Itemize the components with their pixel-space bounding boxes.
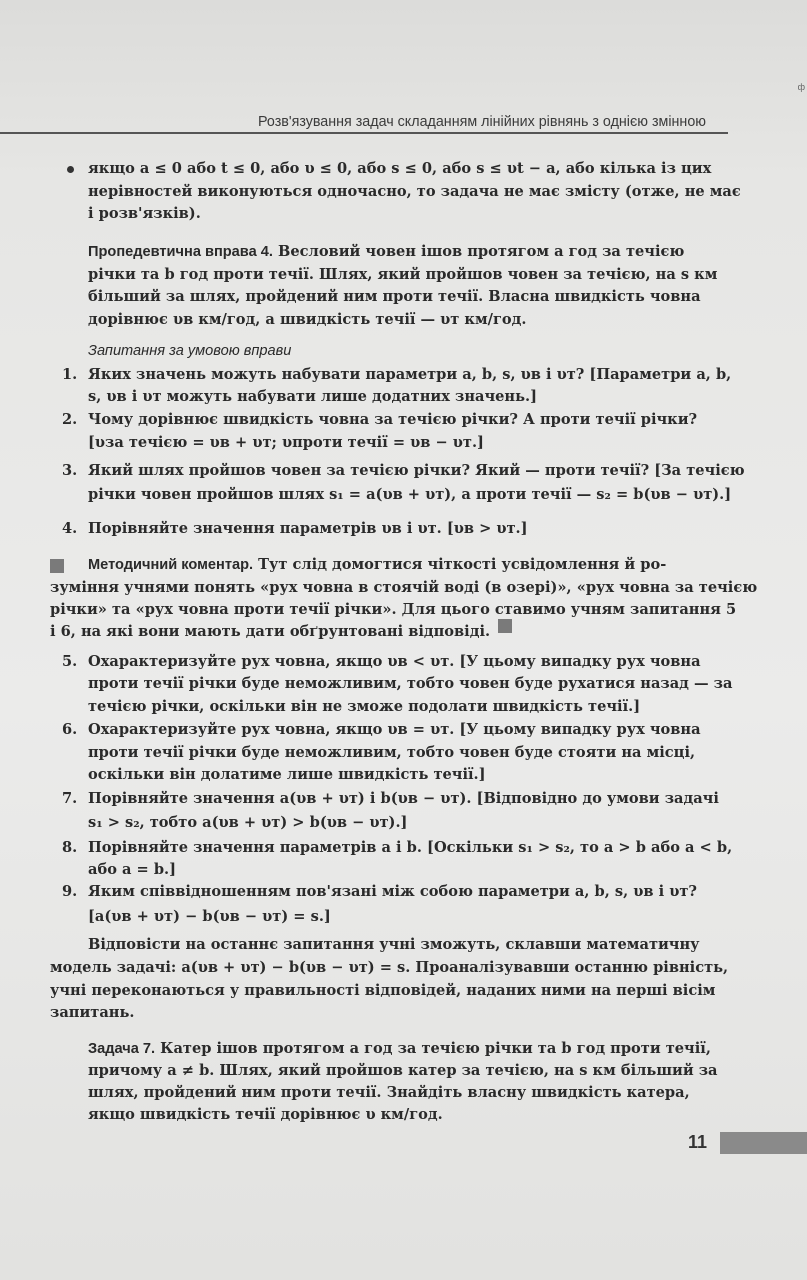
comment-start-square-icon [50, 559, 64, 573]
comment-line: Тут слід домогтися чіткості усвідомлення й ро- [253, 556, 667, 573]
question-line: [a(υв + υт) − b(υв − υт) = s.] [88, 908, 331, 925]
corner-mark: ф [797, 82, 805, 92]
question-number: 1. [62, 366, 78, 383]
exercise-line: Весловий човен ішов протягом a год за течією [272, 243, 685, 260]
exercise-line: річки та b год проти течії. Шлях, який пройшов човен за течією, на s км [88, 266, 718, 283]
exercise-title: Пропедевтична вправа 4. [88, 244, 273, 260]
comment-line: і 6, на які вони мають дати обґрунтовані відповіді. [50, 623, 491, 640]
question-number: 8. [62, 839, 78, 856]
questions-heading: Запитання за умовою вправи [88, 343, 292, 359]
bullet-icon [67, 166, 74, 173]
question-number: 3. [62, 462, 78, 479]
question-line: s, υв і υт можуть набувати лише додатних значень.] [88, 388, 538, 405]
question-line: Яким співвідношенням пов'язані між собою параметри a, b, s, υв і υт? [88, 883, 697, 900]
task-line: Катер ішов протягом a год за течією річки та b год проти течії, [155, 1040, 711, 1057]
header-rule [0, 132, 728, 134]
question-line: проти течії річки буде неможливим, тобто човен буде рухатися назад — за [88, 675, 733, 692]
bullet-line: нерівностей виконуються одночасно, то задача не має змісту (отже, не має [88, 183, 741, 200]
task-title: Задача 7. [88, 1041, 156, 1057]
question-line: оскільки він долатиме лише швидкість течії.] [88, 766, 486, 783]
note-line: запитань. [50, 1004, 135, 1021]
question-number: 9. [62, 883, 78, 900]
comment-title: Методичний коментар. [88, 557, 254, 573]
question-line: Яких значень можуть набувати параметри a, b, s, υв і υт? [Параметри a, b, [88, 366, 732, 383]
task-line: якщо швидкість течії дорівнює υ км/год. [88, 1106, 443, 1123]
task-line: шлях, пройдений ним проти течії. Знайдіть власну швидкість катера, [88, 1084, 690, 1101]
question-line: або a = b.] [88, 861, 177, 878]
question-line: проти течії річки буде неможливим, тобто човен буде стояти на місці, [88, 744, 696, 761]
page-number-bar [720, 1132, 807, 1154]
question-line: s₁ > s₂, тобто a(υв + υт) > b(υв − υт).] [88, 814, 408, 831]
question-number: 5. [62, 653, 78, 670]
bullet-line: якщо a ≤ 0 або t ≤ 0, або υ ≤ 0, або s ≤ 0, або s ≤ υt − a, або кілька із цих [88, 160, 712, 177]
comment-line: зуміння учнями понять «рух човна в стоячій воді (в озері)», «рух човна за течією [50, 579, 758, 596]
comment-line: річки» та «рух човна проти течії річки». Для цього ставимо учням запитання 5 [50, 601, 737, 618]
note-line: Відповісти на останнє запитання учні зможуть, склавши математичну [88, 936, 700, 953]
page-number: 11 [688, 1132, 708, 1152]
comment-end-square-icon [498, 619, 512, 633]
question-line: Охарактеризуйте рух човна, якщо υв < υт. [У цьому випадку рух човна [88, 653, 701, 670]
bullet-line: і розв'язків). [88, 205, 201, 222]
question-line: течією річки, оскільки він не зможе подолати швидкість течії.] [88, 698, 641, 715]
question-line: річки човен пройшов шлях s₁ = a(υв + υт), а проти течії — s₂ = b(υв − υт).] [88, 486, 732, 503]
question-number: 4. [62, 520, 78, 537]
comment-first-line [88, 554, 666, 577]
question-line: Який шлях пройшов човен за течією річки? Який — проти течії? [За течією [88, 462, 745, 479]
running-header: Розв'язування задач складанням лінійних рівнянь з однією змінною [258, 114, 706, 130]
exercise-first-line [88, 241, 684, 264]
question-line: Охарактеризуйте рух човна, якщо υв = υт. [У цьому випадку рух човна [88, 721, 701, 738]
question-line: Чому дорівнює швидкість човна за течією річки? А проти течії річки? [88, 411, 698, 428]
task-first-line [88, 1038, 711, 1061]
question-number: 6. [62, 721, 78, 738]
question-line: Порівняйте значення a(υв + υт) і b(υв − υт). [Відповідно до умови задачі [88, 790, 719, 807]
note-line: учні переконаються у правильності відповідей, наданих ними на перші вісім [50, 982, 716, 999]
task-line: причому a ≠ b. Шлях, який пройшов катер за течією, на s км більший за [88, 1062, 718, 1079]
question-line: Порівняйте значення параметрів υв і υт. [υв > υт.] [88, 520, 528, 537]
exercise-line: більший за шлях, пройдений ним проти течії. Власна швидкість човна [88, 288, 701, 305]
note-line: модель задачі: a(υв + υт) − b(υв − υт) = s. Проаналізувавши останню рівність, [50, 959, 729, 976]
question-number: 7. [62, 790, 78, 807]
exercise-line: дорівнює υв км/год, а швидкість течії — υт км/год. [88, 311, 527, 328]
question-line: [υза течією = υв + υт; υпроти течії = υв − υт.] [88, 434, 484, 451]
question-number: 2. [62, 411, 78, 428]
question-line: Порівняйте значення параметрів a і b. [Оскільки s₁ > s₂, то a > b або a < b, [88, 839, 733, 856]
